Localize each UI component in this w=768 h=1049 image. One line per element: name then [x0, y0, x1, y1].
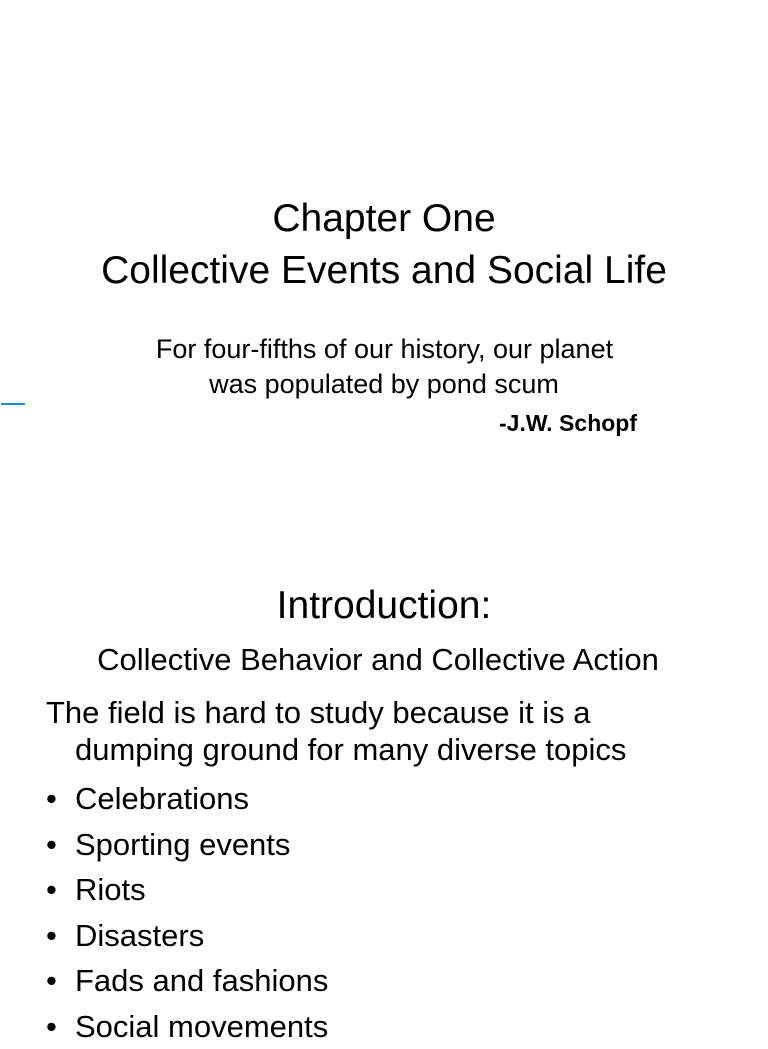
list-item — [46, 776, 328, 822]
intro-body-text — [46, 694, 746, 768]
list-item-label: Disasters — [75, 918, 204, 953]
bullet-icon: • — [46, 1004, 57, 1049]
slide-introduction — [0, 512, 768, 1024]
intro-body-line-1: The field is hard to study because it is a — [46, 695, 591, 730]
intro-heading: Introduction: — [0, 582, 768, 630]
chapter-title-line-1: Chapter One — [0, 193, 768, 245]
list-item-label: Social movements — [75, 1009, 328, 1044]
bullet-icon: • — [46, 776, 57, 822]
quote-underline-mark — [1, 402, 25, 405]
list-item-label: Sporting events — [75, 827, 290, 862]
list-item — [46, 913, 328, 959]
bullet-icon: • — [46, 958, 57, 1004]
quote-line-2-wrapper — [0, 367, 768, 405]
chapter-title-line-2: Collective Events and Social Life — [0, 245, 768, 297]
list-item — [46, 867, 328, 913]
chapter-title — [0, 193, 768, 297]
list-item — [46, 958, 328, 1004]
list-item-label: Riots — [75, 872, 146, 907]
list-item-label: Fads and fashions — [75, 963, 328, 998]
intro-body-line-2: dumping ground for many diverse topics — [46, 731, 746, 768]
slide-chapter-title — [0, 0, 768, 512]
list-item-label: Celebrations — [75, 781, 249, 816]
intro-subheading: Collective Behavior and Collective Action — [0, 640, 756, 680]
quote-line-2: was populated by pond scum — [209, 369, 559, 399]
list-item — [46, 822, 328, 868]
list-item — [46, 1004, 328, 1049]
epigraph-quote — [0, 332, 768, 405]
bullet-icon: • — [46, 822, 57, 868]
topic-bullet-list — [46, 776, 328, 1049]
bullet-icon: • — [46, 867, 57, 913]
quote-line-1: For four-fifths of our history, our planet — [0, 332, 768, 367]
quote-attribution: -J.W. Schopf — [499, 408, 637, 438]
bullet-icon: • — [46, 913, 57, 959]
